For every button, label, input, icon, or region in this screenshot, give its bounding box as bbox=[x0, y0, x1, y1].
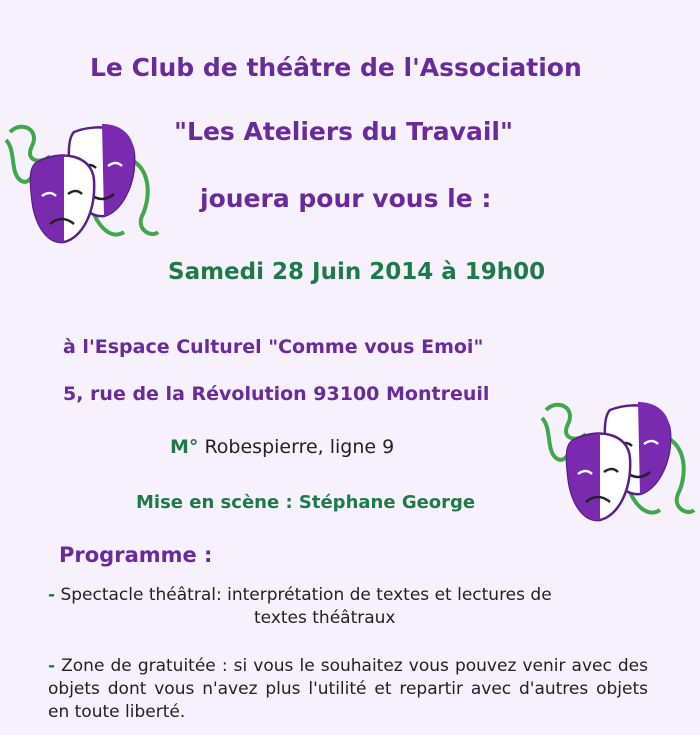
event-date: Samedi 28 Juin 2014 à 19h00 bbox=[168, 259, 546, 285]
metro-prefix: M° bbox=[170, 436, 199, 458]
staging-credit: Mise en scène : Stéphane George bbox=[136, 492, 476, 513]
programme-item-2-text: Zone de gratuitée : si vous le souhaitez vous pouvez venir avec des objets dont vous n'avez plus l'utilité et repartir avec d'autres objets en toute liberté. bbox=[48, 656, 648, 722]
title-line-3: jouera pour vous le : bbox=[200, 184, 492, 213]
theatre-masks-icon bbox=[538, 398, 698, 526]
theatre-masks-icon bbox=[2, 120, 162, 248]
metro-station: Robespierre, ligne 9 bbox=[198, 436, 395, 458]
title-line-1: Le Club de théâtre de l'Association bbox=[90, 53, 582, 82]
programme-item-1-line-1: Spectacle théâtral: interprétation de textes et lectures de bbox=[55, 585, 552, 605]
bullet-dash: - bbox=[48, 585, 56, 605]
bullet-dash: - bbox=[48, 656, 56, 676]
programme-item-1 bbox=[48, 584, 648, 630]
programme-item-2 bbox=[48, 655, 648, 724]
event-venue: à l'Espace Culturel "Comme vous Emoi" bbox=[63, 336, 484, 358]
programme-title: Programme : bbox=[59, 543, 213, 567]
programme-item-1-line-2: textes théâtraux bbox=[254, 608, 396, 628]
title-line-2: "Les Ateliers du Travail" bbox=[174, 117, 513, 146]
event-address: 5, rue de la Révolution 93100 Montreuil bbox=[63, 383, 490, 405]
metro-info bbox=[170, 436, 394, 458]
